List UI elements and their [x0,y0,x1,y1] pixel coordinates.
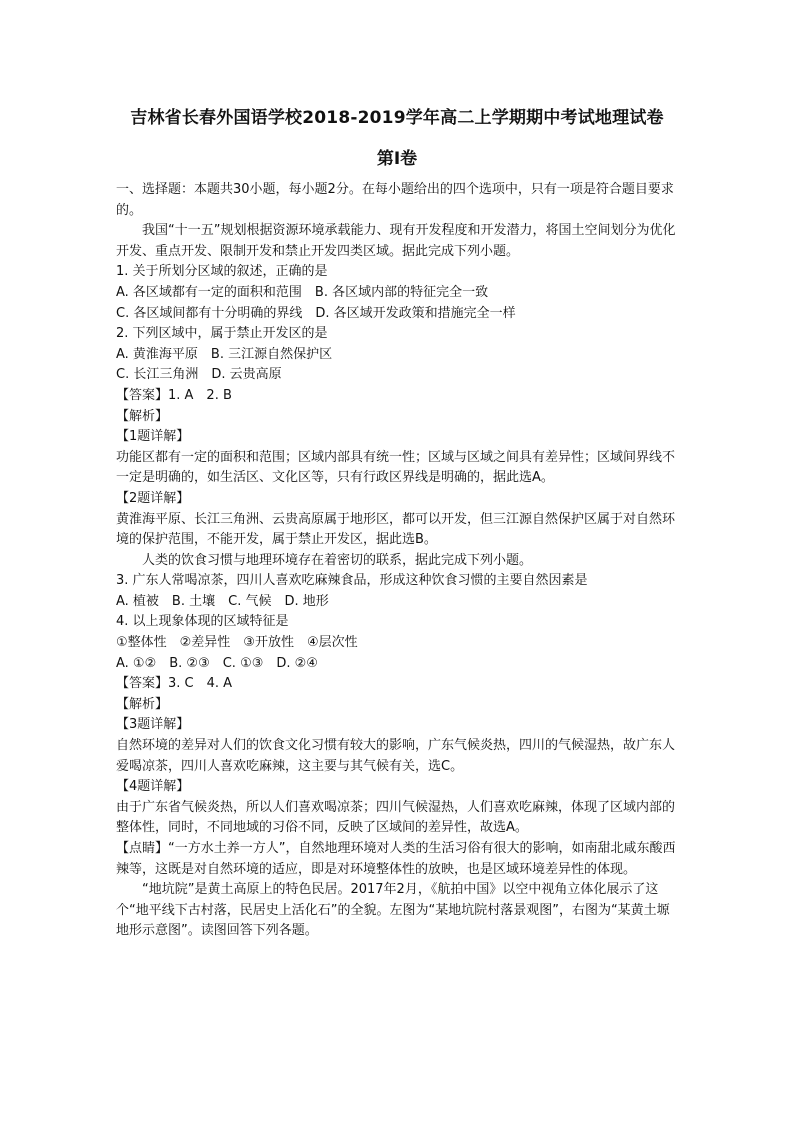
question-3-options: A. 植被 B. 土壤 C. 气候 D. 地形 [116,593,329,609]
question-2: 2. 下列区域中，属于禁止开发区的是 [116,326,328,342]
document-body [116,180,682,942]
answer-key: 【答案】1. A 2. B [116,387,232,403]
passage-intro: 人类的饮食习惯与地理环境存在着密切的联系，据此完成下列小题。 [142,552,533,568]
question-1-options-ab: A. 各区域都有一定的面积和范围 B. 各区域内部的特征完全一致 [116,284,489,300]
question-4-explanation: 由于广东省气候炎热，所以人们喜欢喝凉茶；四川气候湿热，人们喜欢吃麻辣，体现了区域内部的整体性，同时，不同地域的习俗不同，反映了区域间的差异性，故选A。 [116,799,676,836]
question-3-explanation-heading: 【3题详解】 [116,717,190,733]
question-2-explanation: 黄淮海平原、长江三角洲、云贵高原属于地形区，都可以开发，但三江源自然保护区属于对自然环境的保护范围，不能开发，属于禁止开发区，据此选B。 [116,511,676,548]
question-4-statements: ①整体性 ②差异性 ③开放性 ④层次性 [116,635,358,651]
analysis-heading: 【解析】 [116,696,169,712]
question-2-explanation-heading: 【2题详解】 [116,490,190,506]
question-1-explanation-heading: 【1题详解】 [116,429,190,445]
question-4: 4. 以上现象体现的区域特征是 [116,614,289,630]
passage-intro: “地坑院”是黄土高原上的特色民居。2017年2月，《航拍中国》以空中视角立体化展示了这个“地平线下古村落，民居史上活化石”的全貌。左图为“某地坑院村落景观图”，右图为“某黄土塬地形示意图”。读图回答下列各题。 [116,882,670,939]
section-heading: 第Ⅰ卷 [376,149,418,169]
question-2-options-cd: C. 长江三角洲 D. 云贵高原 [116,367,282,383]
question-4-explanation-heading: 【4题详解】 [116,779,190,795]
question-1-options-cd: C. 各区域间都有十分明确的界线 D. 各区域开发政策和措施完全一样 [116,305,516,321]
section-instructions: 一、选择题：本题共30小题，每小题2分。在每小题给出的四个选项中，只有一项是符合题目要求的。 [116,182,674,218]
question-3-explanation: 自然环境的差异对人们的饮食文化习惯有较大的影响，广东气候炎热，四川的气候湿热，故广东人爱喝凉茶，四川人喜欢吃麻辣，这主要与其气候有关，选C。 [116,738,676,774]
question-3: 3. 广东人常喝凉茶，四川人喜欢吃麻辣食品，形成这种饮食习惯的主要自然因素是 [116,573,588,589]
question-1: 1. 关于所划分区域的叙述，正确的是 [116,264,328,280]
question-4-options: A. ①② B. ②③ C. ①③ D. ②④ [116,655,318,671]
question-1-explanation: 功能区都有一定的面积和范围；区域内部具有统一性；区域与区域之间具有差异性；区域间界线不一定是明确的，如生活区、文化区等，只有行政区界线是明确的，据此选A。 [116,449,676,486]
document-title: 吉林省长春外国语学校2018-2019学年高二上学期期中考试地理试卷 [130,108,664,128]
passage-intro: 我国“十一五”规划根据资源环境承载能力、现有开发程度和开发潜力，将国土空间划分为优化开发、重点开发、限制开发和禁止开发四类区域。据此完成下列小题。 [116,223,676,259]
question-2-options-ab: A. 黄淮海平原 B. 三江源自然保护区 [116,346,333,362]
key-point-note: 【点睛】“一方水土养一方人”，自然地理环境对人类的生活习俗有很大的影响，如南甜北咸东酸西辣等，这既是对自然环境的适应，即是对环境整体性的放映，也是区域环境差异性的体现。 [116,841,676,877]
answer-key: 【答案】3. C 4. A [116,676,233,692]
analysis-heading: 【解析】 [116,408,169,424]
